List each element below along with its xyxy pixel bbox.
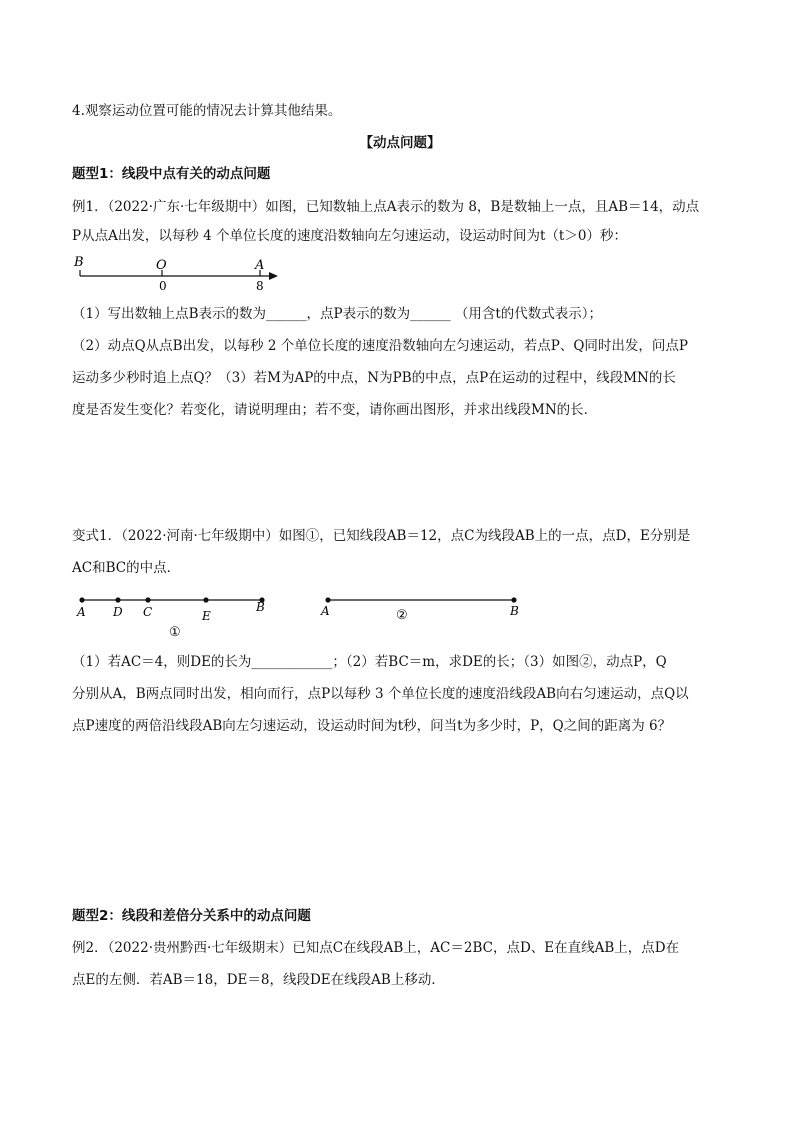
- example1-line2: P从点A出发，以每秒 4 个单位长度的速度沿数轴向左匀速运动，设运动时间为t（t＞0）秒：: [72, 228, 627, 244]
- example1-question2-line3: 度是否发生变化？若变化，请说明理由；若不变，请你画出图形，并求出线段MN的长．: [72, 402, 598, 418]
- label-c: C: [143, 605, 153, 619]
- example2-line2: 点E的左侧．若AB＝18，DE＝8，线段DE在线段AB上移动．: [72, 972, 445, 988]
- label-b: B: [256, 600, 265, 614]
- label-a: A: [77, 605, 86, 619]
- example1-line1: 例1．（2022·广东·七年级期中）如图，已知数轴上点A表示的数为 8，B是数轴上一点，且AB＝14，动点: [72, 199, 700, 215]
- point-c: [145, 597, 150, 602]
- point-d: [115, 597, 120, 602]
- figure-1-caption: ①: [169, 625, 181, 640]
- example1-question1: （1）写出数轴上点B表示的数为______，点P表示的数为______ （用含t的代数式表示）；: [72, 306, 603, 322]
- tick-label-0: 0: [159, 279, 167, 293]
- figure-2-caption: ②: [396, 608, 408, 623]
- label-a: A: [321, 604, 330, 618]
- type1-heading: 题型1：线段中点有关的动点问题: [72, 166, 271, 182]
- intro-tip-4: 4.观察运动位置可能的情况去计算其他结果。: [72, 103, 342, 119]
- label-e: E: [202, 609, 211, 623]
- point-e: [203, 597, 208, 602]
- number-line-arrow-icon: [269, 272, 278, 280]
- type2-heading: 题型2：线段和差倍分关系中的动点问题: [72, 908, 311, 924]
- label-a: A: [255, 258, 265, 273]
- variant1-question-line3: 点P速度的两倍沿线段AB向左匀速运动，设运动时间为t秒，问当t为多少时，P，Q之间的距离为 6？: [72, 718, 672, 734]
- label-d: D: [113, 605, 123, 619]
- variant1-question-line2: 分别从A，B两点同时出发，相向而行，点P以每秒 3 个单位长度的速度沿线段AB向右匀速运动，点Q以: [72, 686, 689, 702]
- example2-line1: 例2．（2022·贵州黔西·七年级期末）已知点C在线段AB上，AC＝2BC，点D、E在直线AB上，点D在: [72, 940, 680, 956]
- tick-label-8: 8: [256, 279, 264, 293]
- point-b: [511, 597, 516, 602]
- variant1-line2: AC和BC的中点．: [72, 560, 181, 576]
- segment-figure-2: [316, 588, 526, 628]
- example1-question2-line1: （2）动点Q从点B出发，以每秒 2 个单位长度的速度沿数轴向左匀速运动，若点P、Q同时出发，问点P: [72, 338, 688, 354]
- variant1-line1: 变式1．（2022·河南·七年级期中）如图①，已知线段AB＝12，点C为线段AB上的一点，点D，E分别是: [72, 528, 691, 544]
- example1-question2-line2: 运动多少秒时追上点Q？（3）若M为AP的中点，N为PB的中点，点P在运动的过程中，线段MN的长: [72, 370, 676, 386]
- variant1-question-line1: （1）若AC＝4，则DE的长为____________；（2）若BC＝m，求DE的长；（3）如图②，动点P，Q: [72, 654, 667, 670]
- number-line-figure: [72, 252, 292, 294]
- label-b: B: [510, 604, 519, 618]
- segment-figure-1: [72, 588, 282, 644]
- point-a: [79, 597, 84, 602]
- section-title: 【动点问题】: [359, 135, 441, 151]
- label-o: O: [156, 258, 167, 273]
- label-b: B: [74, 255, 84, 270]
- point-a: [325, 597, 330, 602]
